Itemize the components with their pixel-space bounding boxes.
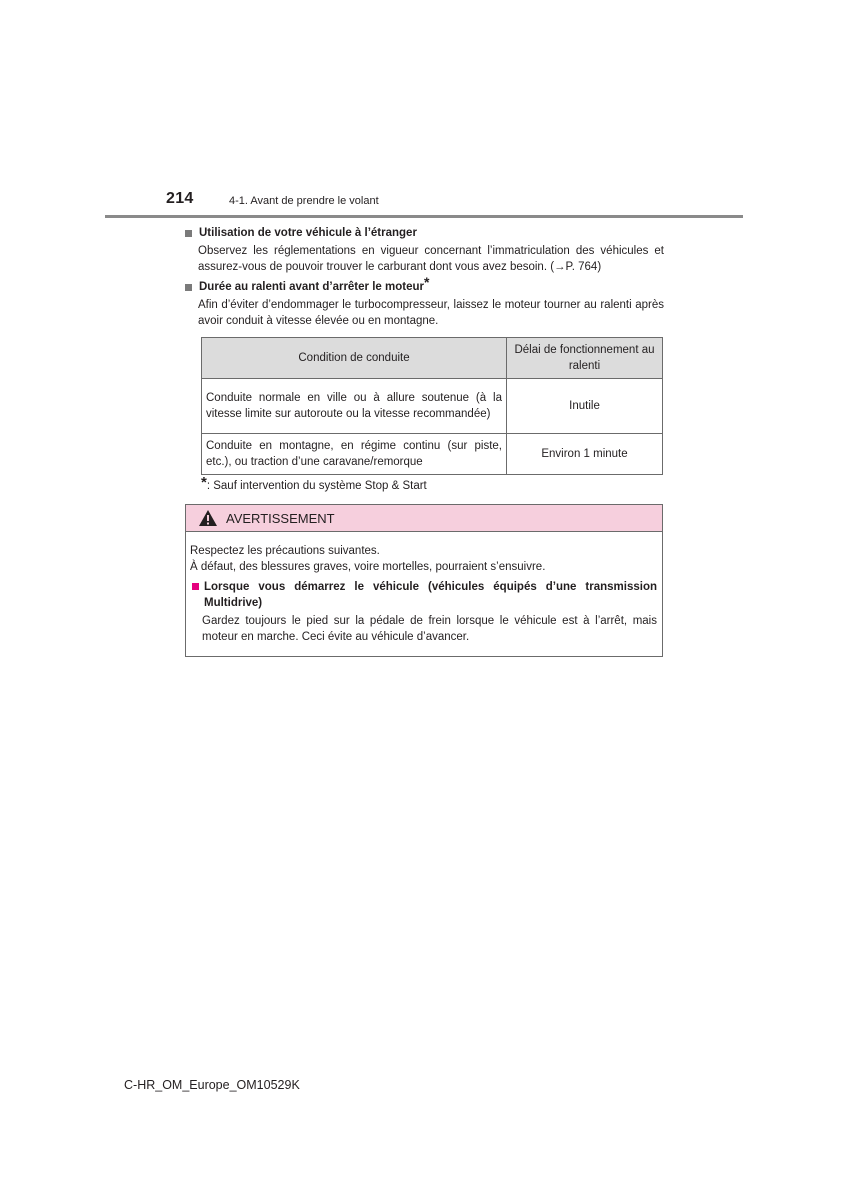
warning-item-title-text: Lorsque vous démarrez le véhicule (véhicules équipés d’une transmission Multidrive) <box>204 581 657 609</box>
section-title <box>184 225 664 241</box>
table-cell-delay: Environ 1 minute <box>507 434 663 475</box>
page-number: 214 <box>166 190 194 207</box>
document-code: C-HR_OM_Europe_OM10529K <box>124 1078 300 1092</box>
warning-item-text: Gardez toujours le pied sur la pédale de frein lorsque le véhicule est à l’arrêt, mais moteur en marche. Ceci évite au véhicule d’avancer. <box>202 615 657 643</box>
section-text: Afin d’éviter d’endommager le turbocompresseur, laissez le moteur tourner au ralenti après avoir conduit à vitesse élevée ou en montagne. <box>198 299 664 327</box>
table-row <box>202 434 663 475</box>
warning-intro-line: Respectez les précautions suivantes. <box>190 545 380 557</box>
table-header-condition: Condition de conduite <box>202 338 507 379</box>
warning-item-title <box>190 579 657 611</box>
table-header-delay: Délai de fonctionnement au ralenti <box>507 338 663 379</box>
square-bullet-icon <box>185 230 192 237</box>
table-cell-delay: Inutile <box>507 379 663 434</box>
header-divider <box>105 215 743 218</box>
warning-intro-line: À défaut, des blessures graves, voire mortelles, pourraient s’ensuivre. <box>190 561 546 573</box>
warning-triangle-icon <box>198 509 218 527</box>
section-text: Observez les réglementations en vigueur concernant l’immatriculation des véhicules et assurez-vous de pouvoir trouver le carburant dont vous avez besoin. (→P. 764) <box>198 245 664 273</box>
section-abroad <box>184 225 664 275</box>
warning-header <box>186 505 662 532</box>
footnote-asterisk: * <box>201 474 207 491</box>
page-header <box>0 0 848 220</box>
table-row <box>202 379 663 434</box>
table-header-row <box>202 338 663 379</box>
warning-body <box>186 532 662 645</box>
section-title <box>184 274 664 295</box>
footnote-text: : Sauf intervention du système Stop & Start <box>206 480 427 492</box>
pink-square-bullet-icon <box>192 583 199 590</box>
table-cell-condition: Conduite normale en ville ou à allure soutenue (à la vitesse limite sur autoroute ou la vitesse recommandée) <box>202 379 507 434</box>
table-cell-condition: Conduite en montagne, en régime continu (sur piste, etc.), ou traction d’une caravane/remorque <box>202 434 507 475</box>
warning-box <box>185 504 663 657</box>
footnote <box>201 476 427 493</box>
square-bullet-icon <box>185 284 192 291</box>
idling-table <box>201 337 663 475</box>
section-title-text: Utilisation de votre véhicule à l’étranger <box>199 227 417 239</box>
chapter-title: 4-1. Avant de prendre le volant <box>229 195 379 207</box>
section-idling <box>184 274 664 329</box>
asterisk-mark: * <box>423 274 430 290</box>
warning-heading: AVERTISSEMENT <box>226 510 335 526</box>
section-title-text: Durée au ralenti avant d’arrêter le moteur <box>199 281 424 293</box>
